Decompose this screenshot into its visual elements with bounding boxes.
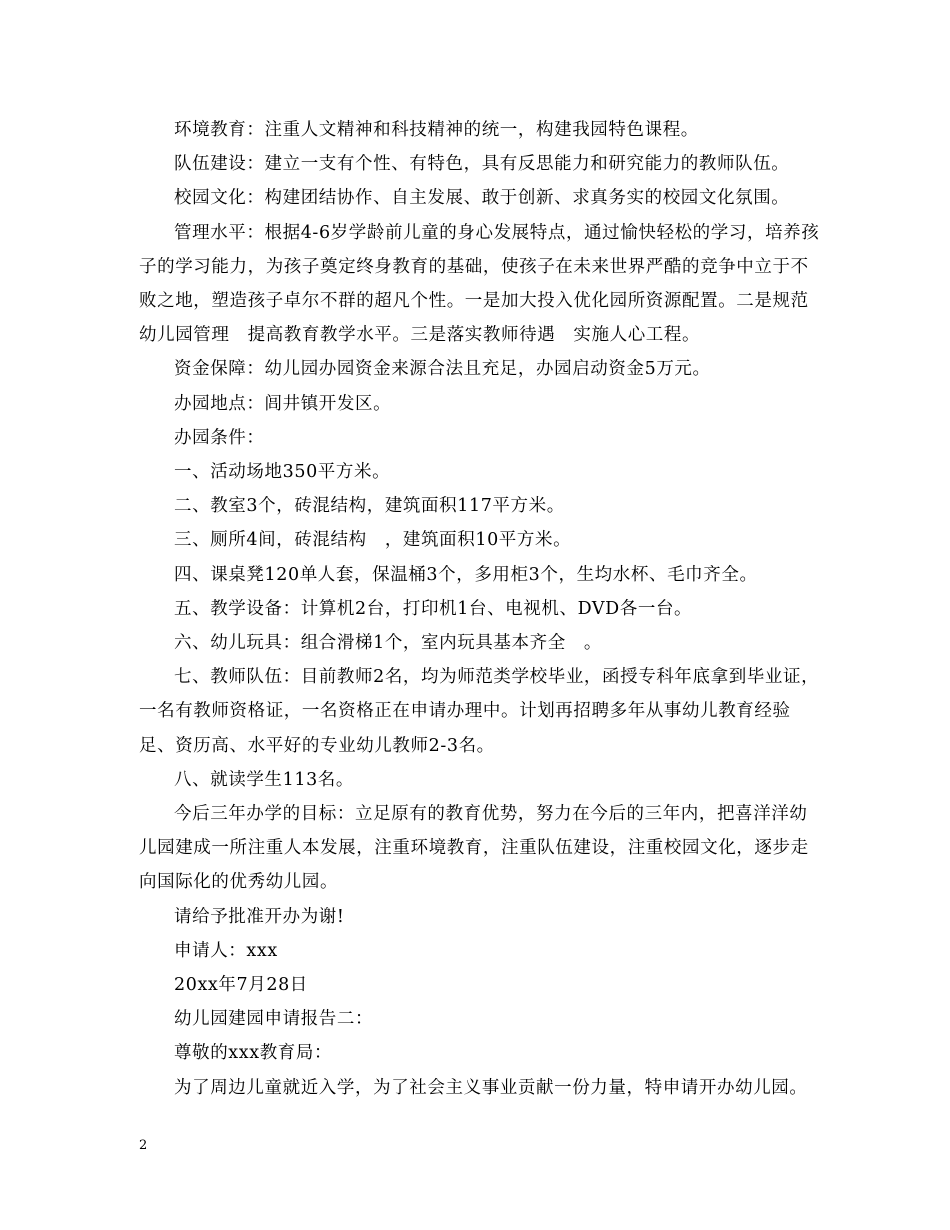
paragraph-environment-education: 环境教育：注重人文精神和科技精神的统一，构建我园特色课程。: [174, 120, 699, 140]
list-item-furniture: 四、课桌凳120单人套，保温桶3个，多用柜3个，生均水杯、毛巾齐全。: [174, 564, 758, 585]
paragraph-approval-request: 请给予批准开办为谢!: [174, 906, 345, 927]
list-item-classrooms: 二、教室3个，砖混结构，建筑面积117平方米。: [174, 496, 565, 517]
paragraph-application-intro: 为了周边儿童就近入学，为了社会主义事业贡献一份力量，特申请开办幼儿园。: [174, 1077, 808, 1098]
list-item-students: 八、就读学生113名。: [174, 769, 355, 790]
list-item-teachers: 七、教师队伍：目前教师2名，均为师范类学校毕业，函授专科年底拿到毕业证，一名有教师资格证，一名资格正在申请办理中。计划再招聘多年从事幼儿教育经验足、资历高、水平好的专业幼儿教师2-3名。: [139, 667, 820, 756]
paragraph-conditions-heading: 办园条件：: [174, 427, 265, 448]
paragraph-funding: 资金保障：幼儿园办园资金来源合法且充足，办园启动资金5万元。: [174, 359, 711, 380]
list-item-toilets: 三、厕所4间，砖混结构 ，建筑面积10平方米。: [174, 530, 572, 551]
paragraph-campus-culture: 校园文化：构建团结协作、自主发展、敢于创新、求真务实的校园文化氛围。: [174, 188, 790, 209]
paragraph-team-building: 队伍建设：建立一支有个性、有特色，具有反思能力和研究能力的教师队伍。: [174, 154, 790, 175]
page-number: 2: [139, 1138, 148, 1153]
list-item-toys: 六、幼儿玩具：组合滑梯1个，室内玩具基本齐全 。: [174, 633, 603, 654]
document-body: [139, 113, 825, 1105]
paragraph-three-year-goal: 今后三年办学的目标：立足原有的教育优势，努力在今后的三年内，把喜洋洋幼儿园建成一所注重人本发展，注重环境教育，注重队伍建设，注重校园文化，逐步走向国际化的优秀幼儿园。: [139, 804, 809, 893]
list-item-teaching-equipment: 五、教学设备：计算机2台，打印机1台、电视机、DVD各一台。: [174, 598, 693, 619]
date-line: 20xx年7月28日: [174, 975, 308, 996]
salutation-line: 尊敬的xxx教育局：: [174, 1043, 333, 1064]
paragraph-management-level: 管理水平：根据4-6岁学龄前儿童的身心发展特点，通过愉快轻松的学习，培养孩子的学习能力，为孩子奠定终身教育的基础，使孩子在未来世界严酷的竞争中立于不败之地，塑造孩子卓尔不群的超凡个性。一是加大投入优化园所资源配置。二是规范幼儿园管理 提高教育教学水平。三是落实教师待遇 实施人心工程。: [139, 222, 820, 346]
list-item-activity-area: 一、活动场地350平方米。: [174, 462, 391, 483]
applicant-line: 申请人：xxx: [174, 940, 278, 961]
paragraph-location: 办园地点：闾井镇开发区。: [174, 393, 392, 414]
section-title-report-two: 幼儿园建园申请报告二：: [174, 1009, 374, 1030]
